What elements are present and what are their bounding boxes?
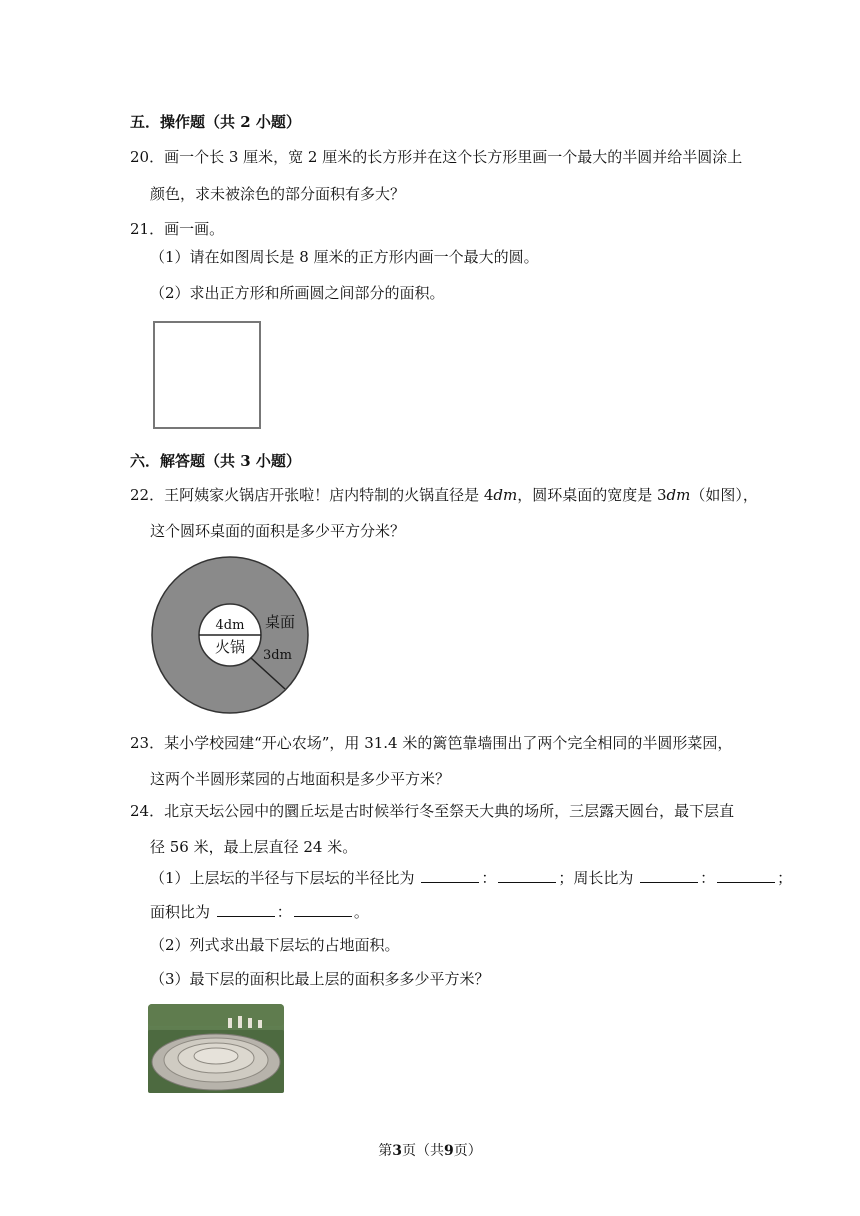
section-5-title: 五．操作题（共 2 小题） xyxy=(130,113,301,131)
width-label: 3dm xyxy=(263,648,292,663)
section-6-title: 六．解答题（共 3 小题） xyxy=(130,452,301,470)
footer-text-b: 页（共 xyxy=(402,1143,444,1159)
question-20-line-1: 20．画一个长 3 厘米，宽 2 厘米的长方形并在这个长方形里画一个最大的半圆并给半圆涂上 xyxy=(130,148,743,166)
question-24-sub-3: （3）最下层的面积比最上层的面积多多少平方米？ xyxy=(150,970,490,988)
q24-sub1-text-c: ； xyxy=(777,869,793,887)
question-23-line-1: 23．某小学校园建“开心农场”，用 31.4 米的篱笆靠墙围出了两个完全相同的半圆形菜园， xyxy=(130,734,733,752)
question-24-line-2: 径 56 米，最上层直径 24 米。 xyxy=(150,838,358,856)
answer-blank[interactable] xyxy=(294,902,352,917)
q24-sub1-text-a: （1）上层坛的半径与下层坛的半径比为 xyxy=(150,869,415,887)
question-21-title: 21．画一画。 xyxy=(130,220,225,238)
question-22-line-2: 这个圆环桌面的面积是多少平方分米？ xyxy=(150,522,406,540)
question-22-unit-2: dm xyxy=(666,486,691,504)
question-24-sub-1 xyxy=(150,868,792,888)
answer-blank[interactable] xyxy=(717,868,775,883)
colon: ： xyxy=(276,903,292,921)
answer-blank[interactable] xyxy=(421,868,479,883)
answer-blank[interactable] xyxy=(498,868,556,883)
annulus-figure xyxy=(140,552,320,722)
question-22-text-a: 22．王阿姨家火锅店开张啦！店内特制的火锅直径是 4 xyxy=(130,486,494,504)
page-footer xyxy=(0,1140,860,1160)
question-21-sub-1: （1）请在如图周长是 8 厘米的正方形内画一个最大的圆。 xyxy=(150,248,539,266)
question-22-unit-1: dm xyxy=(493,486,518,504)
footer-text-a: 第 xyxy=(378,1143,393,1159)
page-number: 3 xyxy=(392,1143,402,1159)
q24-sub1-text-d: 面积比为 xyxy=(150,903,211,921)
q24-sub1-text-b: ；周长比为 xyxy=(558,869,634,887)
q24-sub1-text-e: 。 xyxy=(353,903,369,921)
footer-text-c: 页） xyxy=(453,1143,482,1159)
question-24-sub-2: （2）列式求出最下层坛的占地面积。 xyxy=(150,936,400,954)
page-total: 9 xyxy=(444,1143,454,1159)
question-22-line-1 xyxy=(130,485,758,505)
question-22-text-c: （如图）， xyxy=(690,486,758,504)
hotpot-label: 火锅 xyxy=(214,638,246,656)
altar-photo xyxy=(148,1004,284,1093)
question-24-sub-1-cont xyxy=(150,902,369,922)
question-21-sub-2: （2）求出正方形和所画圆之间部分的面积。 xyxy=(150,284,445,302)
answer-blank[interactable] xyxy=(217,902,275,917)
square-figure xyxy=(152,320,264,432)
question-24-line-1: 24．北京天坛公园中的圜丘坛是古时候举行冬至祭天大典的场所，三层露天圆台，最下层直 xyxy=(130,802,735,820)
table-label: 桌面 xyxy=(265,613,296,631)
answer-blank[interactable] xyxy=(640,868,698,883)
square-shape xyxy=(154,322,260,428)
question-20-line-2: 颜色，求未被涂色的部分面积有多大？ xyxy=(150,185,406,203)
colon: ： xyxy=(481,869,497,887)
question-22-text-b: ，圆环桌面的宽度是 3 xyxy=(517,486,667,504)
inner-diameter-label: 4dm xyxy=(215,618,245,633)
colon: ： xyxy=(700,869,716,887)
question-23-line-2: 这两个半圆形菜园的占地面积是多少平方米？ xyxy=(150,770,451,788)
